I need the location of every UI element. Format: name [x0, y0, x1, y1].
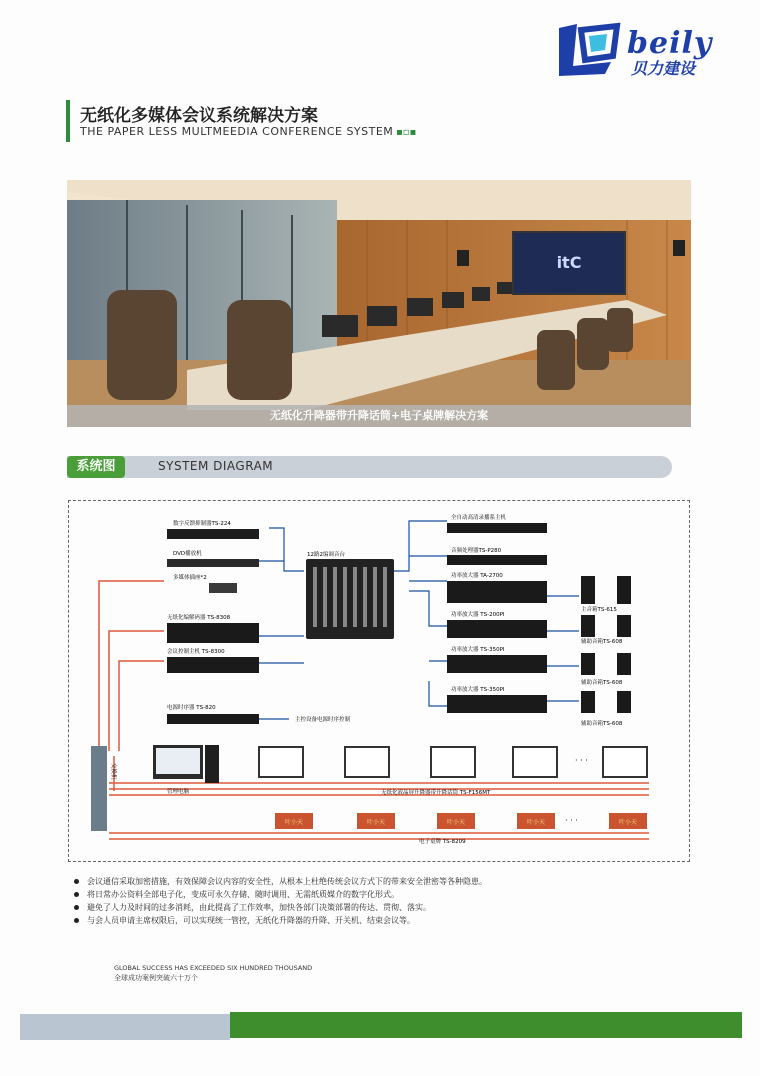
- system-diagram-svg: [69, 501, 689, 861]
- system-diagram: [68, 500, 690, 862]
- title-accent-bar: [66, 100, 70, 142]
- nameplate-text: 叶小天: [618, 819, 638, 826]
- device-label: 功率放大器 TS-200PI: [451, 612, 505, 618]
- power-sequencer: [167, 703, 351, 724]
- device-label: 功率放大器 TS-350PI: [451, 647, 505, 653]
- bullet-text: 避免了人力及时间的过多消耗，由此提高了工作效率，加快各部门决策部署的传达、贯彻、落实。: [87, 903, 431, 912]
- nameplate-text: 叶小天: [526, 819, 546, 826]
- aux-speakers-1: [581, 615, 631, 645]
- bullet-dot-icon: [74, 905, 79, 910]
- device-label: 全自动高清录播系主机: [451, 515, 507, 521]
- mixer-label: 12路2编调音台: [307, 552, 345, 558]
- paperless-codec: [167, 613, 259, 643]
- feedback-suppressor: [167, 519, 259, 539]
- bullet-text: 与会人员申请主席权限后，可以实现统一管控，无纸化升降器的升降、开关机、结束会议等。: [87, 916, 415, 925]
- bullet-text: 将日常办公资料全部电子化，变成可永久存储、随时调用、无需纸质媒介的数字化形式。: [87, 890, 399, 899]
- nameplate-label: 电子桌牌 TS-8209: [419, 839, 466, 845]
- device-label: 功率放大器 TA-2700: [451, 573, 503, 579]
- device-label: 多媒体插座*2: [173, 575, 207, 581]
- footer-cn: 全球成功案例突破六十万个: [114, 974, 198, 982]
- logo-mark-icon: [555, 22, 627, 78]
- logo-cn-text: 贝力建设: [631, 59, 696, 78]
- amplifier-ts350pi-1: [447, 645, 547, 673]
- footer-gray-bar: [20, 1014, 230, 1040]
- speaker-label: 辅助音箱TS-608: [581, 721, 623, 727]
- device-label: 电源时序器 TS-820: [167, 705, 216, 711]
- footer-en: GLOBAL SUCCESS HAS EXCEEDED SIX HUNDRED THOUSAND: [114, 964, 313, 972]
- aux-speakers-3: [581, 691, 631, 727]
- bullet-item: [74, 902, 431, 913]
- screen-logo: itC: [556, 253, 582, 272]
- terminal-label: 无纸化液晶屏升降器带升降话筒 TS-F156MT: [381, 790, 491, 796]
- bullet-item: [74, 889, 399, 900]
- bullet-text: 会议通信采取加密措施，有效保障会议内容的安全性，从根本上杜绝传统会议方式下的带来安全泄密等各种隐患。: [87, 877, 487, 886]
- device-label: DVD播放机: [173, 551, 202, 557]
- aux-speakers-2: [581, 653, 631, 686]
- conference-room-photo: [67, 180, 691, 427]
- logo-brand-text: beily: [627, 26, 713, 61]
- device-label: 数字反馈抑制器TS-224: [173, 521, 231, 527]
- dvd-player: [167, 549, 259, 567]
- device-label: 功率放大器 TS-350PI: [451, 687, 505, 693]
- audio-processor: [447, 546, 547, 565]
- device-label: 音频处理器TS-P280: [451, 548, 502, 554]
- management-pc: [153, 745, 219, 795]
- amplifier-ta2700: [447, 571, 547, 603]
- beily-logo: [555, 22, 735, 82]
- recording-host: [447, 513, 547, 533]
- speaker-label: 主音箱TS-615: [581, 607, 617, 613]
- power-note: 主控设备电源时序控制: [295, 717, 351, 723]
- amplifier-ts350pi-2: [447, 685, 547, 713]
- nameplate-ellipsis: · · ·: [565, 816, 578, 825]
- main-speakers: [581, 576, 631, 613]
- conference-room-illustration: [67, 180, 691, 427]
- footer-green-bar: [230, 1012, 742, 1038]
- amplifier-ts200pi: [447, 610, 547, 638]
- bullet-item: [74, 876, 487, 887]
- page-subtitle: THE PAPER LESS MULTMEEDIA CONFERENCE SYSTEM: [80, 125, 394, 138]
- terminal-ellipsis: · · ·: [575, 756, 588, 765]
- hero-caption: 无纸化升降器带升降话筒+电子桌牌解决方案: [67, 405, 691, 427]
- switch-label: 交换机: [110, 763, 116, 780]
- nameplate-text: 叶小天: [446, 819, 466, 826]
- bullet-dot-icon: [74, 879, 79, 884]
- bullet-item: [74, 915, 415, 926]
- device-label: 无纸化编解码器 TS-8308: [167, 615, 231, 621]
- pc-label: 管理电脑: [167, 789, 190, 795]
- nameplate-text: 叶小天: [366, 819, 386, 826]
- speaker-label: 辅助音箱TS-608: [581, 639, 623, 645]
- nameplate-text: 叶小天: [284, 819, 304, 826]
- title-dots-icon: ▪▫▪: [396, 127, 417, 138]
- speaker-label: 辅助音箱TS-608: [581, 680, 623, 686]
- section-tag: 系统图: [67, 456, 125, 478]
- multimedia-socket: [173, 573, 237, 593]
- section-title: SYSTEM DIAGRAM: [158, 459, 274, 473]
- bullet-dot-icon: [74, 918, 79, 923]
- page-title: 无纸化多媒体会议系统解决方案: [80, 106, 318, 126]
- device-label: 会议控制主机 TS-8300: [167, 649, 225, 655]
- bullet-dot-icon: [74, 892, 79, 897]
- conference-host: [167, 647, 259, 673]
- electronic-nameplates: [275, 813, 647, 845]
- mixer: [306, 550, 394, 639]
